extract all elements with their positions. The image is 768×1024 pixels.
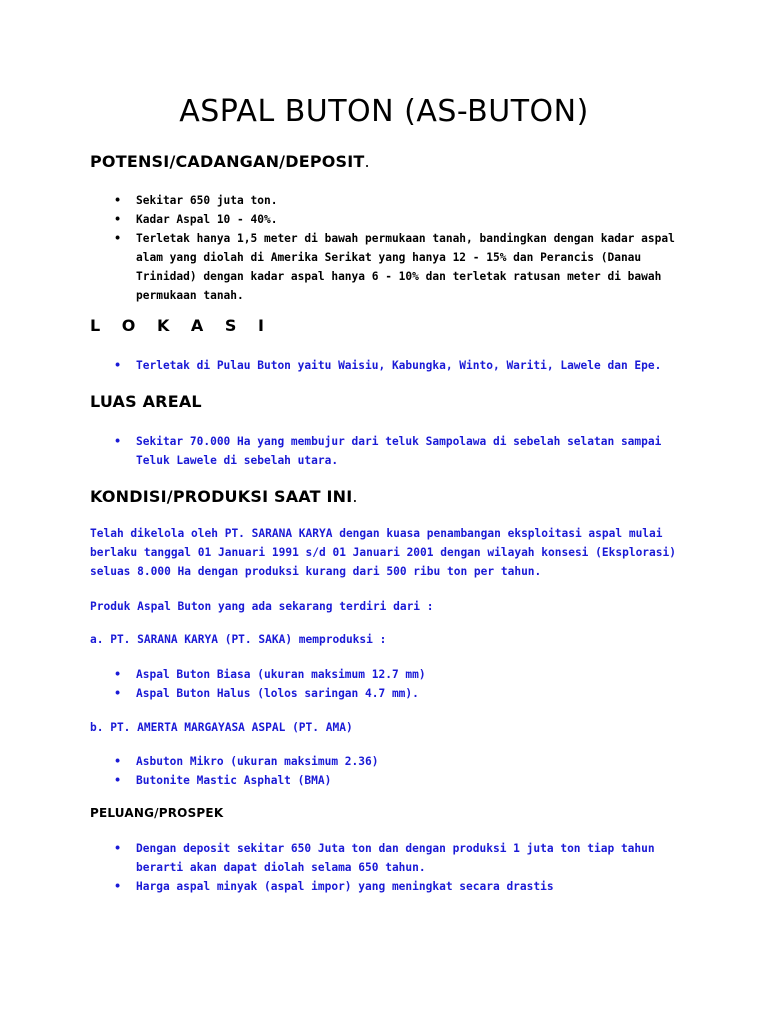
bullet-icon: •	[114, 774, 122, 787]
list-item-text: Terletak hanya 1,5 meter di bawah permukaan tanah, bandingkan dengan kadar aspal alam yang diolah di Amerika Serikat yang hanya 12 - 15% dan Perancis (Danau Trinidad) dengan kadar aspal hanya 6 - 10% dan terletak ratusan meter di bawah permukaan tanah.	[136, 232, 675, 302]
document-title: ASPAL BUTON (AS-BUTON)	[179, 94, 589, 129]
subheading-ama: b. PT. AMERTA MARGAYASA ASPAL (PT. AMA)	[90, 721, 353, 734]
bullet-icon: •	[114, 435, 122, 448]
paragraph-produk: Produk Aspal Buton yang ada sekarang terdiri dari :	[90, 600, 434, 613]
bullet-icon: •	[114, 359, 122, 372]
list-item-text: Asbuton Mikro (ukuran maksimum 2.36)	[136, 755, 379, 768]
list-item	[90, 839, 690, 877]
heading-lokasi: L O K A S I	[90, 316, 272, 335]
list-item	[90, 229, 690, 305]
list-item-text: Aspal Buton Halus (lolos saringan 4.7 mm).	[136, 687, 419, 700]
heading-potensi-suffix: .	[364, 152, 370, 171]
list-item	[90, 877, 690, 896]
bullet-icon: •	[114, 232, 122, 245]
heading-kondisi-text: KONDISI/PRODUKSI SAAT INI	[90, 487, 353, 506]
list-item-text: Butonite Mastic Asphalt (BMA)	[136, 774, 332, 787]
heading-peluang: PELUANG/PROSPEK	[90, 806, 224, 820]
bullet-icon: •	[114, 842, 122, 855]
list-item	[90, 752, 690, 771]
paragraph-kondisi: Telah dikelola oleh PT. SARANA KARYA dengan kuasa penambangan eksploitasi aspal mulai berlaku tanggal 01 Januari 1991 s/d 01 Januari 2001 dengan wilayah konsesi (Eksplorasi) seluas 8.000 Ha dengan produksi kurang dari 500 ribu ton per tahun.	[90, 527, 676, 578]
heading-luas-areal: LUAS AREAL	[90, 392, 202, 411]
list-item	[90, 356, 690, 375]
list-item-text: Harga aspal minyak (aspal impor) yang meningkat secara drastis	[136, 880, 554, 893]
list-item	[90, 210, 690, 229]
list-item-text: Terletak di Pulau Buton yaitu Waisiu, Kabungka, Winto, Wariti, Lawele dan Epe.	[136, 359, 662, 372]
list-lokasi	[90, 356, 690, 375]
bullet-icon: •	[114, 213, 122, 226]
list-luas-areal	[90, 432, 690, 470]
list-saka-products	[90, 665, 690, 703]
list-item	[90, 665, 690, 684]
heading-potensi-text: POTENSI/CADANGAN/DEPOSIT	[90, 152, 365, 171]
list-item-text: Dengan deposit sekitar 650 Juta ton dan dengan produksi 1 juta ton tiap tahun berarti akan dapat diolah selama 650 tahun.	[136, 842, 655, 874]
bullet-icon: •	[114, 194, 122, 207]
bullet-icon: •	[114, 755, 122, 768]
heading-potensi	[90, 152, 370, 171]
subheading-saka: a. PT. SARANA KARYA (PT. SAKA) memproduksi :	[90, 633, 387, 646]
bullet-icon: •	[114, 668, 122, 681]
list-ama-products	[90, 752, 690, 790]
list-item	[90, 771, 690, 790]
list-item-text: Sekitar 650 juta ton.	[136, 194, 278, 207]
list-item	[90, 684, 690, 703]
bullet-icon: •	[114, 687, 122, 700]
list-item	[90, 432, 690, 470]
heading-kondisi	[90, 487, 358, 506]
list-item-text: Sekitar 70.000 Ha yang membujur dari teluk Sampolawa di sebelah selatan sampai Teluk Lawele di sebelah utara.	[136, 435, 662, 467]
list-peluang	[90, 839, 690, 896]
list-potensi	[90, 191, 690, 305]
list-item-text: Aspal Buton Biasa (ukuran maksimum 12.7 mm)	[136, 668, 426, 681]
list-item-text: Kadar Aspal 10 - 40%.	[136, 213, 278, 226]
list-item	[90, 191, 690, 210]
bullet-icon: •	[114, 880, 122, 893]
heading-kondisi-suffix: .	[352, 487, 358, 506]
